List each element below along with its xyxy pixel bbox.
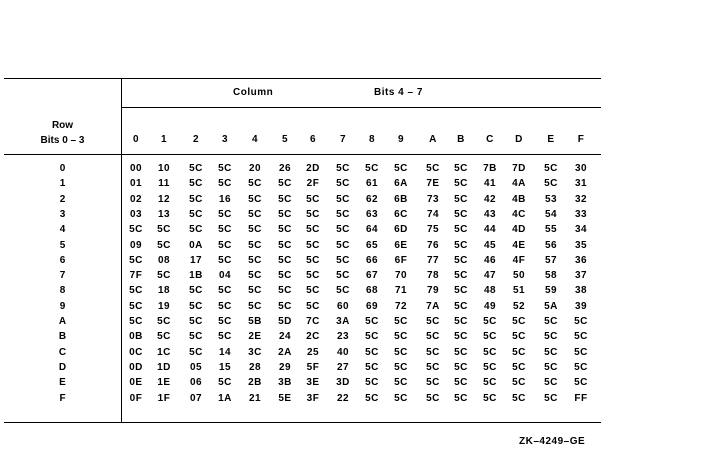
table-cell: 3E: [306, 377, 320, 388]
table-cell: 5C: [306, 240, 320, 251]
table-cell: 5C: [248, 178, 262, 189]
table-cell: 4B: [512, 194, 526, 205]
table-cell: 5C: [218, 255, 232, 266]
table-cell: 67: [365, 270, 379, 281]
column-label: 0: [132, 134, 140, 145]
column-label: 4: [251, 134, 259, 145]
table-cell: 42: [483, 194, 497, 205]
table-cell: 34: [574, 224, 588, 235]
table-cell: 5A: [544, 301, 558, 312]
column-label: B: [457, 134, 465, 145]
table-cell: 16: [218, 194, 232, 205]
table-cell: 64: [365, 224, 379, 235]
table-cell: 5C: [426, 362, 440, 373]
table-cell: 5C: [189, 224, 203, 235]
table-cell: 35: [574, 240, 588, 251]
table-cell: 5C: [483, 316, 497, 327]
table-cell: 5C: [394, 331, 408, 342]
table-cell: 5C: [365, 362, 379, 373]
table-cell: 33: [574, 209, 588, 220]
table-cell: 5C: [306, 285, 320, 296]
table-cell: 5C: [394, 362, 408, 373]
table-cell: 5C: [454, 331, 468, 342]
table-cell: 5C: [218, 209, 232, 220]
table-cell: 5C: [512, 393, 526, 404]
table-cell: 23: [336, 331, 350, 342]
table-cell: 7A: [426, 301, 440, 312]
row-label: 5: [59, 240, 66, 251]
table-cell: 5C: [426, 393, 440, 404]
table-cell: 5C: [306, 255, 320, 266]
table-cell: 71: [394, 285, 408, 296]
table-cell: 5C: [306, 194, 320, 205]
table-cell: 12: [157, 194, 171, 205]
table-cell: 5C: [454, 362, 468, 373]
table-cell: 5C: [426, 331, 440, 342]
table-cell: 22: [336, 393, 350, 404]
table-cell: 46: [483, 255, 497, 266]
table-cell: 5C: [454, 255, 468, 266]
table-cell: 5C: [157, 316, 171, 327]
row-label: A: [58, 316, 67, 327]
table-cell: 24: [278, 331, 292, 342]
column-label: 2: [192, 134, 200, 145]
table-cell: 5C: [454, 224, 468, 235]
table-cell: 58: [544, 270, 558, 281]
row-label: 8: [59, 285, 66, 296]
table-cell: 7F: [129, 270, 143, 281]
table-cell: 5C: [157, 224, 171, 235]
table-cell: 1D: [157, 362, 171, 373]
table-cell: 13: [157, 209, 171, 220]
table-cell: 41: [483, 178, 497, 189]
table-cell: 5C: [544, 347, 558, 358]
table-cell: 68: [365, 285, 379, 296]
table-cell: 5C: [306, 209, 320, 220]
table-cell: 5C: [189, 347, 203, 358]
column-header-title: Column: [233, 87, 274, 98]
row-label: 4: [59, 224, 66, 235]
table-cell: 5C: [129, 285, 143, 296]
table-cell: 5C: [248, 255, 262, 266]
table-cell: 5C: [574, 362, 588, 373]
table-cell: 5C: [336, 285, 350, 296]
table-cell: 5C: [248, 270, 262, 281]
table-cell: 06: [189, 377, 203, 388]
row-label: D: [58, 362, 67, 373]
table-cell: 5C: [574, 316, 588, 327]
table-cell: 0C: [129, 347, 143, 358]
table-cell: 45: [483, 240, 497, 251]
table-cell: 5C: [336, 209, 350, 220]
table-cell: 15: [218, 362, 232, 373]
table-cell: 77: [426, 255, 440, 266]
table-cell: 5C: [278, 209, 292, 220]
table-cell: 55: [544, 224, 558, 235]
table-cell: 5C: [574, 331, 588, 342]
table-cell: 6E: [394, 240, 408, 251]
table-cell: 5C: [544, 316, 558, 327]
table-cell: 5C: [189, 163, 203, 174]
table-cell: 6F: [394, 255, 408, 266]
table-cell: 60: [336, 301, 350, 312]
table-cell: 73: [426, 194, 440, 205]
table-cell: 5C: [394, 377, 408, 388]
table-cell: 3A: [336, 316, 350, 327]
table-cell: 1A: [218, 393, 232, 404]
table-cell: 7C: [306, 316, 320, 327]
table-cell: 5C: [394, 393, 408, 404]
table-cell: 72: [394, 301, 408, 312]
table-cell: 5C: [278, 270, 292, 281]
row-label: E: [59, 377, 66, 388]
table-cell: 0A: [189, 240, 203, 251]
table-cell: 4E: [512, 240, 526, 251]
table-cell: 18: [157, 285, 171, 296]
table-cell: 70: [394, 270, 408, 281]
table-cell: 30: [574, 163, 588, 174]
table-cell: 0D: [129, 362, 143, 373]
table-cell: 10: [157, 163, 171, 174]
table-cell: 39: [574, 301, 588, 312]
table-cell: 5C: [483, 393, 497, 404]
table-cell: 52: [512, 301, 526, 312]
table-cell: 5C: [129, 301, 143, 312]
table-cell: 49: [483, 301, 497, 312]
table-cell: 5C: [189, 209, 203, 220]
table-cell: 78: [426, 270, 440, 281]
table-cell: 5C: [129, 316, 143, 327]
table-cell: 5C: [218, 285, 232, 296]
table-cell: 14: [218, 347, 232, 358]
table-cell: 74: [426, 209, 440, 220]
table-cell: 5C: [336, 255, 350, 266]
table-cell: 5C: [157, 331, 171, 342]
table-cell: 5C: [454, 240, 468, 251]
table-cell: 5C: [454, 270, 468, 281]
table-cell: 5C: [454, 347, 468, 358]
table-cell: 5C: [189, 316, 203, 327]
table-cell: 5C: [248, 301, 262, 312]
table-cell: 5C: [454, 163, 468, 174]
column-label: 7: [339, 134, 347, 145]
table-cell: 5C: [189, 331, 203, 342]
table-cell: 5C: [189, 194, 203, 205]
table-cell: 5C: [129, 224, 143, 235]
column-header-divider: [121, 107, 601, 108]
table-cell: 2E: [248, 331, 262, 342]
table-cell: 02: [129, 194, 143, 205]
table-cell: 5C: [218, 240, 232, 251]
table-cell: 79: [426, 285, 440, 296]
table-cell: 5C: [278, 301, 292, 312]
table-cell: 5C: [306, 301, 320, 312]
table-cell: 5C: [248, 224, 262, 235]
table-cell: 03: [129, 209, 143, 220]
table-cell: 6C: [394, 209, 408, 220]
table-cell: 5C: [218, 163, 232, 174]
table-cell: 4C: [512, 209, 526, 220]
table-cell: FF: [574, 393, 588, 404]
table-cell: 0E: [129, 377, 143, 388]
table-cell: 48: [483, 285, 497, 296]
table-cell: 5C: [218, 224, 232, 235]
table-cell: 5C: [278, 285, 292, 296]
table-cell: 5C: [336, 194, 350, 205]
table-cell: 5C: [365, 347, 379, 358]
table-cell: 5C: [426, 347, 440, 358]
table-cell: 5C: [483, 347, 497, 358]
table-cell: 5C: [306, 224, 320, 235]
table-cell: 5C: [365, 331, 379, 342]
table-cell: 5C: [426, 377, 440, 388]
table-cell: 1F: [157, 393, 171, 404]
table-cell: 2D: [306, 163, 320, 174]
table-cell: 5C: [248, 240, 262, 251]
table-cell: 08: [157, 255, 171, 266]
table-cell: 57: [544, 255, 558, 266]
code-table: [4, 78, 601, 423]
table-cell: 6A: [394, 178, 408, 189]
table-cell: 7E: [426, 178, 440, 189]
row-label: C: [58, 347, 67, 358]
table-cell: 5C: [512, 331, 526, 342]
table-cell: 5C: [129, 255, 143, 266]
table-cell: 5C: [157, 240, 171, 251]
row-header-bits: Bits 0 – 3: [40, 135, 85, 146]
row-label: F: [59, 393, 66, 404]
row-label: 9: [59, 301, 66, 312]
table-cell: 5C: [365, 377, 379, 388]
column-label: A: [429, 134, 437, 145]
row-label: 1: [59, 178, 66, 189]
table-cell: 19: [157, 301, 171, 312]
table-cell: 5C: [248, 285, 262, 296]
table-cell: 66: [365, 255, 379, 266]
table-cell: 5C: [336, 178, 350, 189]
table-cell: 5E: [278, 393, 292, 404]
row-header-title: Row: [51, 120, 74, 131]
table-cell: 40: [336, 347, 350, 358]
table-cell: 5C: [278, 240, 292, 251]
table-cell: 2A: [278, 347, 292, 358]
column-label: 8: [368, 134, 376, 145]
table-cell: 27: [336, 362, 350, 373]
table-cell: 5C: [336, 163, 350, 174]
table-cell: 56: [544, 240, 558, 251]
table-cell: 5C: [544, 362, 558, 373]
table-cell: 01: [129, 178, 143, 189]
table-cell: 5C: [544, 163, 558, 174]
table-cell: 0B: [129, 331, 143, 342]
table-cell: 20: [248, 163, 262, 174]
table-cell: 62: [365, 194, 379, 205]
table-cell: 61: [365, 178, 379, 189]
table-cell: 0F: [129, 393, 143, 404]
table-cell: 69: [365, 301, 379, 312]
table-cell: 5C: [278, 178, 292, 189]
header-body-divider: [4, 154, 601, 155]
table-cell: 5C: [544, 331, 558, 342]
table-cell: 5C: [512, 377, 526, 388]
table-cell: 5C: [394, 347, 408, 358]
table-cell: 32: [574, 194, 588, 205]
table-cell: 5C: [394, 163, 408, 174]
column-header-bits: Bits 4 – 7: [374, 87, 423, 98]
row-label: 3: [59, 209, 66, 220]
row-label: 7: [59, 270, 66, 281]
table-cell: 6B: [394, 194, 408, 205]
table-cell: 5F: [306, 362, 320, 373]
table-cell: 5C: [248, 194, 262, 205]
figure-id: ZK–4249–GE: [519, 436, 586, 447]
table-cell: 36: [574, 255, 588, 266]
row-label: 2: [59, 194, 66, 205]
table-cell: 47: [483, 270, 497, 281]
table-cell: 5C: [365, 393, 379, 404]
table-cell: 5C: [512, 347, 526, 358]
column-label: C: [486, 134, 494, 145]
table-cell: 17: [189, 255, 203, 266]
table-cell: 26: [278, 163, 292, 174]
table-cell: 28: [248, 362, 262, 373]
table-cell: 5C: [454, 285, 468, 296]
table-cell: 5C: [248, 209, 262, 220]
table-cell: 44: [483, 224, 497, 235]
table-cell: 5C: [454, 194, 468, 205]
table-cell: 7D: [512, 163, 526, 174]
table-cell: 1E: [157, 377, 171, 388]
table-cell: 5B: [248, 316, 262, 327]
table-cell: 5C: [454, 301, 468, 312]
table-cell: 5C: [512, 362, 526, 373]
table-cell: 75: [426, 224, 440, 235]
column-label: F: [577, 134, 585, 145]
row-label: B: [58, 331, 67, 342]
table-cell: 50: [512, 270, 526, 281]
row-label: 6: [59, 255, 66, 266]
table-cell: 5C: [336, 270, 350, 281]
table-cell: 00: [129, 163, 143, 174]
table-cell: 5C: [336, 224, 350, 235]
table-cell: 54: [544, 209, 558, 220]
column-label: 6: [309, 134, 317, 145]
table-cell: 59: [544, 285, 558, 296]
table-cell: 5C: [218, 316, 232, 327]
table-cell: 5C: [574, 347, 588, 358]
table-cell: 2C: [306, 331, 320, 342]
column-label: D: [515, 134, 523, 145]
table-cell: 5C: [218, 178, 232, 189]
table-cell: 63: [365, 209, 379, 220]
table-cell: 2F: [306, 178, 320, 189]
table-cell: 07: [189, 393, 203, 404]
table-cell: 43: [483, 209, 497, 220]
table-cell: 3C: [248, 347, 262, 358]
column-label: 3: [221, 134, 229, 145]
column-label: E: [547, 134, 555, 145]
table-cell: 53: [544, 194, 558, 205]
table-cell: 09: [129, 240, 143, 251]
table-cell: 5C: [544, 178, 558, 189]
table-cell: 5C: [483, 331, 497, 342]
table-cell: 5C: [483, 362, 497, 373]
row-label: 0: [59, 163, 66, 174]
table-cell: 1B: [189, 270, 203, 281]
table-cell: 5C: [189, 301, 203, 312]
table-cell: 05: [189, 362, 203, 373]
table-cell: 5C: [454, 377, 468, 388]
table-cell: 5C: [278, 255, 292, 266]
table-cell: 5C: [189, 285, 203, 296]
table-cell: 5C: [544, 377, 558, 388]
table-cell: 4D: [512, 224, 526, 235]
table-cell: 5C: [394, 316, 408, 327]
column-label: 1: [160, 134, 168, 145]
table-cell: 5C: [189, 178, 203, 189]
table-cell: 11: [158, 178, 170, 189]
table-cell: 5C: [454, 178, 468, 189]
table-cell: 21: [248, 393, 262, 404]
table-cell: 29: [278, 362, 292, 373]
table-cell: 5C: [365, 163, 379, 174]
table-cell: 65: [365, 240, 379, 251]
table-cell: 5C: [426, 316, 440, 327]
table-cell: 5C: [218, 331, 232, 342]
table-cell: 5C: [454, 316, 468, 327]
table-cell: 5C: [278, 194, 292, 205]
table-cell: 5C: [574, 377, 588, 388]
table-cell: 5C: [218, 377, 232, 388]
table-cell: 5C: [483, 377, 497, 388]
table-cell: 5C: [454, 393, 468, 404]
table-cell: 4A: [512, 178, 526, 189]
table-cell: 25: [306, 347, 320, 358]
column-label: 9: [397, 134, 405, 145]
table-cell: 76: [426, 240, 440, 251]
table-cell: 5C: [454, 209, 468, 220]
table-cell: 3F: [306, 393, 320, 404]
table-cell: 5C: [278, 224, 292, 235]
table-cell: 04: [218, 270, 232, 281]
table-cell: 4F: [512, 255, 526, 266]
table-cell: 5C: [544, 393, 558, 404]
table-cell: 37: [574, 270, 588, 281]
table-cell: 6D: [394, 224, 408, 235]
table-cell: 5C: [157, 270, 171, 281]
table-cell: 38: [574, 285, 588, 296]
table-cell: 3B: [278, 377, 292, 388]
table-cell: 7B: [483, 163, 497, 174]
table-cell: 51: [512, 285, 526, 296]
table-cell: 2B: [248, 377, 262, 388]
table-cell: 3D: [336, 377, 350, 388]
table-cell: 5D: [278, 316, 292, 327]
table-cell: 5C: [306, 270, 320, 281]
table-cell: 1C: [157, 347, 171, 358]
column-label: 5: [281, 134, 289, 145]
table-cell: 31: [574, 178, 588, 189]
table-cell: 5C: [336, 240, 350, 251]
table-cell: 5C: [512, 316, 526, 327]
table-cell: 5C: [365, 316, 379, 327]
table-cell: 5C: [218, 301, 232, 312]
table-cell: 5C: [426, 163, 440, 174]
